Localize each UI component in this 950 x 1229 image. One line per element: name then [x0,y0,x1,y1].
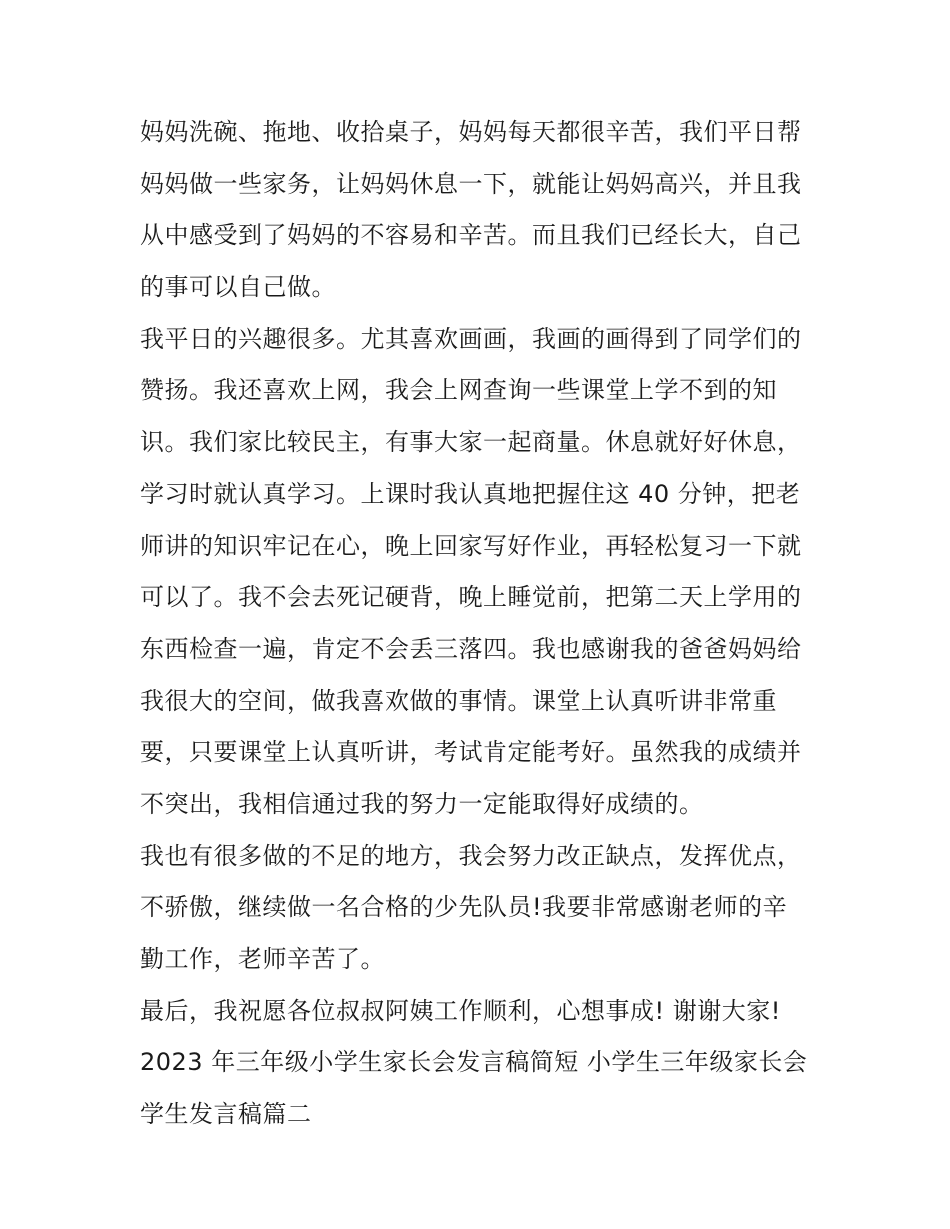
text-line: 不骄傲，继续做一名合格的少先队员!我要非常感谢老师的辛 [140,893,788,922]
text-line: 东西检查一遍，肯定不会丢三落四。我也感谢我的爸爸妈妈给 [140,634,802,663]
text-line: 的事可以自己做。 [140,273,336,302]
text-line: 妈妈洗碗、拖地、收拾桌子，妈妈每天都很辛苦，我们平日帮 [140,118,802,146]
section-heading-line: 2023 年三年级小学生家长会发言稿简短 小学生三年级家长会 [140,1048,808,1077]
text-line: 不突出，我相信通过我的努力一定能取得好成绩的。 [140,789,704,818]
text-line: 我平日的兴趣很多。尤其喜欢画画，我画的画得到了同学们的 [140,324,802,353]
text-line: 赞扬。我还喜欢上网，我会上网查询一些课堂上学不到的知 [140,376,777,405]
text-line: 妈妈做一些家务，让妈妈休息一下，就能让妈妈高兴，并且我 [140,169,802,198]
text-line: 勤工作，老师辛苦了。 [140,945,385,973]
text-line: 我很大的空间，做我喜欢做的事情。课堂上认真听讲非常重 [140,686,777,715]
text-line: 从中感受到了妈妈的不容易和辛苦。而且我们已经长大，自己 [140,221,802,250]
text-line: 识。我们家比较民主，有事大家一起商量。休息就好好休息， [140,428,802,457]
section-heading-line: 学生发言稿篇二 [140,1100,312,1129]
text-line: 要，只要课堂上认真听讲，考试肯定能考好。虽然我的成绩并 [140,738,802,767]
text-line: 最后，我祝愿各位叔叔阿姨工作顺利，心想事成! 谢谢大家! [140,996,781,1025]
text-line: 师讲的知识牢记在心，晚上回家写好作业，再轻松复习一下就 [140,531,802,560]
text-line: 可以了。我不会去死记硬背，晚上睡觉前，把第二天上学用的 [140,583,802,612]
text-line: 学习时就认真学习。上课时我认真地把握住这 40 分钟，把老 [140,479,801,508]
document-body [140,107,820,1141]
text-line: 我也有很多做的不足的地方，我会努力改正缺点，发挥优点， [140,841,802,870]
